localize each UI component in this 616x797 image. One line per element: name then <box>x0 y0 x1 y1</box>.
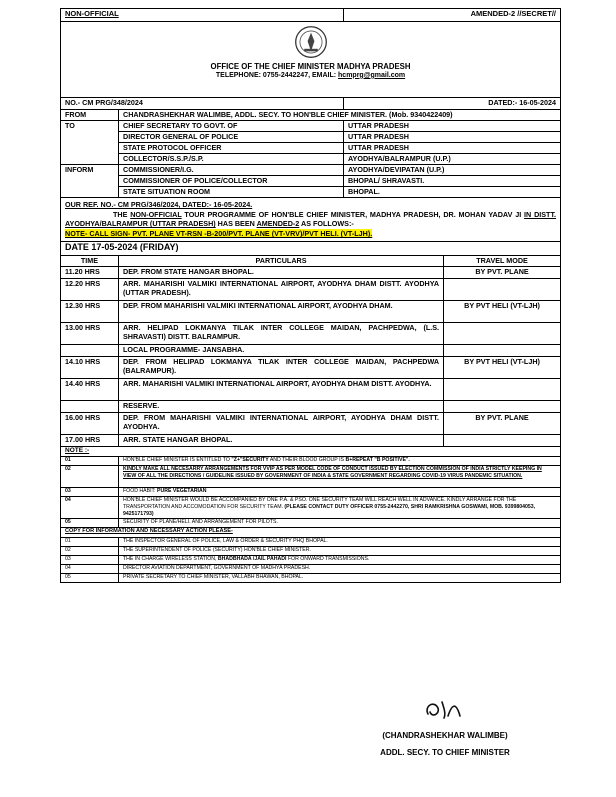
note-text-bold: "Z+"SECURITY <box>231 457 269 463</box>
col-mode-header: TRAVEL MODE <box>444 256 561 267</box>
note-text-bold: PURE VEGETARIAN <box>157 488 207 494</box>
to-place: AYODHYA/BALRAMPUR (U.P.) <box>344 154 561 165</box>
note-number: 01 <box>61 457 119 466</box>
inform-role: STATE SITUATION ROOM <box>119 187 344 198</box>
to-place: UTTAR PRADESH <box>344 121 561 132</box>
note-number: 05 <box>61 519 119 528</box>
schedule-mode <box>444 435 561 447</box>
body-text-1: THE <box>113 210 131 219</box>
note-text <box>119 457 561 466</box>
schedule-time: 12.20 HRS <box>61 279 119 301</box>
schedule-mode <box>444 345 561 357</box>
office-contact <box>65 72 556 81</box>
body-location: IN DISTT. AYODHYA/BALRAMPUR (UTTAR PRADESH) <box>65 210 557 228</box>
schedule-time <box>61 345 119 357</box>
schedule-time: 11.20 HRS <box>61 267 119 279</box>
col-particulars-header: PARTICULARS <box>119 256 444 267</box>
schedule-particulars: RESERVE. <box>119 401 444 413</box>
signatory-designation: ADDL. SECY. TO CHIEF MINISTER <box>380 748 510 757</box>
body-paragraph <box>65 210 556 228</box>
body-amended: AMENDED-2 <box>256 219 300 228</box>
inform-label: INFORM <box>61 165 119 198</box>
office-email-link[interactable]: hcmprg@gmail.com <box>338 71 406 79</box>
body-text-3: HAS BEEN <box>215 219 257 228</box>
schedule-mode <box>444 279 561 301</box>
inform-place: BHOPAL. <box>344 187 561 198</box>
schedule-particulars: DEP. FROM MAHARISHI VALMIKI INTERNATIONAL AIRPORT, AYODHYA DHAM DISTT. AYODHYA. <box>119 413 444 435</box>
copy-text: DIRECTOR AVIATION DEPARTMENT, GOVERNMENT OF MADHYA PRADESH. <box>119 565 561 574</box>
schedule-particulars: ARR. HELIPAD LOKMANYA TILAK INTER COLLEGE MAIDAN, PACHPEDWA, (L.S. SHRAVASTI) DISTT. BALRAMPUR. <box>119 323 444 345</box>
copy-number: 03 <box>61 556 119 565</box>
copy-heading: COPY FOR INFORMATION AND NECESSARY ACTION PLEASE- <box>61 528 561 538</box>
inform-place: AYODHYA/DEVIPATAN (U.P.) <box>344 165 561 176</box>
note-text-plain: HON'BLE CHIEF MINISTER WOULD BE ACCOMPANIED BY ONE P.A. & PSO. ONE SECURITY TEAM WILL REACH WELL IN ADVANCE. KINDLY ARRANGE FOR THE TRANSPORTATION AND ACCOMODATION FOR SECURITY TEAM. <box>123 497 517 511</box>
note-text <box>119 519 561 528</box>
note-text-plain: AND THEIR BLOOD GROUP IS <box>268 457 346 463</box>
note-number: 03 <box>61 488 119 497</box>
copy-text: THE SUPERINTENDENT OF POLICE (SECURITY) HON'BLE CHIEF MINISTER. <box>119 547 561 556</box>
our-reference: OUR REF. NO.- CM PRG/346/2024, DATED:- 16-05-2024. <box>65 200 253 209</box>
copy-text: THE INSPECTOR GENERAL OF POLICE, LAW & ORDER & SECURITY PHQ BHOPAL. <box>119 538 561 547</box>
note-number: 02 <box>61 466 119 488</box>
to-label: TO <box>61 121 119 165</box>
schedule-particulars: DEP. FROM STATE HANGAR BHOPAL. <box>119 267 444 279</box>
letter-table <box>60 8 561 583</box>
to-role: COLLECTOR/S.S.P./S.P. <box>119 154 344 165</box>
to-role: CHIEF SECRETARY TO GOVT. OF <box>119 121 344 132</box>
note-text <box>119 466 561 488</box>
office-title: OFFICE OF THE CHIEF MINISTER MADHYA PRADESH <box>210 62 411 71</box>
copy-number: 02 <box>61 547 119 556</box>
note-text-plain: SECURITY OF PLANE/HELI. AND ARRANGEMENT FOR PILOTS. <box>123 519 278 526</box>
schedule-mode: BY PVT. PLANE <box>444 267 561 279</box>
document-page <box>60 8 560 583</box>
note-text-bold: B+REPEAT "B POSITIVE". <box>345 457 410 463</box>
col-time-header: TIME <box>61 256 119 267</box>
classification-left: NON-OFFICIAL <box>61 9 344 22</box>
note-heading: NOTE :- <box>61 447 561 457</box>
note-number: 04 <box>61 497 119 519</box>
schedule-mode <box>444 323 561 345</box>
to-place: UTTAR PRADESH <box>344 143 561 154</box>
schedule-time: 14.10 HRS <box>61 357 119 379</box>
body-text-4: AS FOLLOWS:- <box>299 219 354 228</box>
signature-block <box>330 696 560 757</box>
copy-text <box>119 556 561 565</box>
signatory-name: (CHANDRASHEKHAR WALIMBE) <box>382 731 508 740</box>
inform-role: COMMISSIONER OF POLICE/COLLECTOR <box>119 176 344 187</box>
to-role: DIRECTOR GENERAL OF POLICE <box>119 132 344 143</box>
body-section <box>61 198 561 242</box>
to-place: UTTAR PRADESH <box>344 132 561 143</box>
schedule-mode <box>444 401 561 413</box>
state-emblem-icon <box>294 25 328 59</box>
schedule-time <box>61 401 119 413</box>
schedule-particulars: ARR. MAHARISHI VALMIKI INTERNATIONAL AIRPORT, AYODHYA DHAM DISTT. AYODHYA (UTTAR PRADESH). <box>119 279 444 301</box>
schedule-time: 17.00 HRS <box>61 435 119 447</box>
schedule-particulars: DEP. FROM HELIPAD LOKMANYA TILAK INTER COLLEGE MAIDAN, PACHPEDWA (BALRAMPUR). <box>119 357 444 379</box>
schedule-date: DATE 17-05-2024 (FRIDAY) <box>61 242 561 256</box>
note-text <box>119 497 561 519</box>
schedule-particulars: DEP. FROM MAHARISHI VALMIKI INTERNATIONAL AIRPORT, AYODHYA DHAM. <box>119 301 444 323</box>
schedule-mode: BY PVT HELI (VT-LJH) <box>444 301 561 323</box>
copy-text-plain: THE IN CHARGE WIRELESS STATION, <box>123 556 218 563</box>
schedule-particulars: LOCAL PROGRAMME- JANSABHA. <box>119 345 444 357</box>
to-role: STATE PROTOCOL OFFICER <box>119 143 344 154</box>
copy-number: 05 <box>61 574 119 583</box>
schedule-mode: BY PVT HELI (VT-LJH) <box>444 357 561 379</box>
note-text <box>119 488 561 497</box>
copy-text-bold: BHADBHADA /JAIL PAHADI <box>217 556 287 563</box>
schedule-time: 16.00 HRS <box>61 413 119 435</box>
schedule-particulars: ARR. MAHARISHI VALMIKI INTERNATIONAL AIRPORT, AYODHYA DHAM DISTT. AYODHYA. <box>119 379 444 401</box>
schedule-mode <box>444 379 561 401</box>
copy-number: 04 <box>61 565 119 574</box>
note-text-bold: (PLEASE CONTACT DUTY OFFICER 0755-2442270, SHRI RAMKRISHNA GOSWAMI, MOB. 9399804053, 9425171793) <box>123 504 536 518</box>
dated: DATED:- 16-05-2024 <box>344 98 561 110</box>
letterhead <box>61 22 561 98</box>
schedule-mode: BY PVT. PLANE <box>444 413 561 435</box>
from-label: FROM <box>61 110 119 121</box>
schedule-time: 14.40 HRS <box>61 379 119 401</box>
call-sign-note: NOTE- CALL SIGN- PVT. PLANE VT-RSN -B-200/PVT. PLANE (VT-VRV)/PVT HELI. (VT-LJH). <box>65 229 373 238</box>
classification-right: AMENDED-2 //SECRET// <box>344 9 561 22</box>
note-text-bold: KINDLY MAKE ALL NECESARRY ARRANGEMENTS FOR VVIP AS PER MODEL CODE OF CONDUCT ISSUED BY ELECTION COMMISSION OF INDIA STRICTLY KEEPING IN VIEW OF ALL THE DIRECTIONS / GUIDELINE ISSUED BY GOVERNMENT OF INDIA & STATE GOVERNMENT REGARDING COVID-19 VIRUS PANDEMIC SITUATION. <box>123 466 542 480</box>
schedule-time: 13.00 HRS <box>61 323 119 345</box>
inform-role: COMMISSIONER/I.G. <box>119 165 344 176</box>
signature-scribble-icon <box>420 696 470 722</box>
reference-number: NO.- CM PRG/348/2024 <box>61 98 344 110</box>
note-text-plain: HON'BLE CHIEF MINISTER IS ENTITLED TO <box>123 457 232 463</box>
schedule-time: 12.30 HRS <box>61 301 119 323</box>
copy-text-plain: FOR ONWARD TRANSMISSIONS. <box>286 556 370 563</box>
office-contact-prefix: TELEPHONE: 0755-2442247, EMAIL: <box>215 71 339 79</box>
body-non-official: NON-OFFICIAL <box>130 210 182 219</box>
copy-number: 01 <box>61 538 119 547</box>
body-text-2: TOUR PROGRAMME OF HON'BLE CHIEF MINISTER, MADHYA PRADESH, DR. MOHAN YADAV JI <box>181 210 525 219</box>
inform-place: BHOPAL/ SHRAVASTI. <box>344 176 561 187</box>
copy-text: PRIVATE SECRETARY TO CHIEF MINISTER, VALLABH BHAWAN, BHOPAL. <box>119 574 561 583</box>
schedule-particulars: ARR. STATE HANGAR BHOPAL. <box>119 435 444 447</box>
note-text-plain: FOOD HABIT: <box>123 488 158 494</box>
from-value: CHANDRASHEKHAR WALIMBE, ADDL. SECY. TO HON'BLE CHIEF MINISTER. (Mob. 9340422409) <box>119 110 561 121</box>
